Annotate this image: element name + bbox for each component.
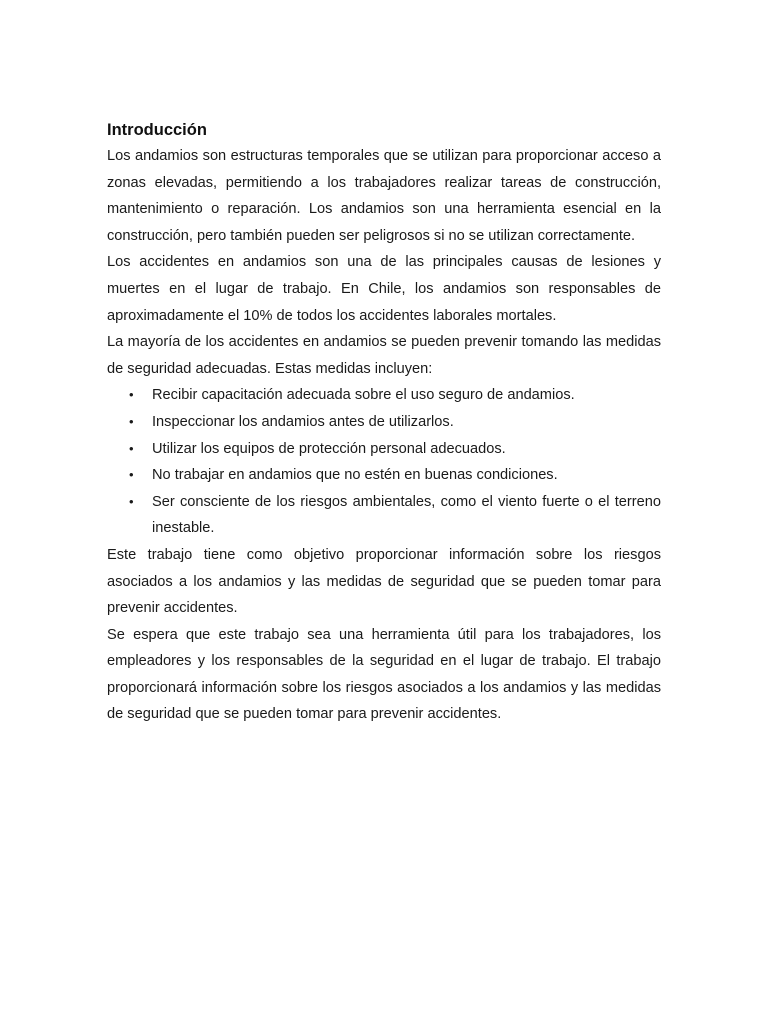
list-item-text: Ser consciente de los riesgos ambientales, como el viento fuerte o el terreno inestable. — [152, 493, 661, 537]
bullet-icon: • — [129, 413, 134, 429]
list-item-text: Recibir capacitación adecuada sobre el uso seguro de andamios. — [152, 387, 575, 404]
document-body — [107, 117, 661, 728]
intro-paragraph-2: Los accidentes en andamios son una de las principales causas de lesiones y muertes en el lugar de trabajo. En Chile, los andamios son responsables de aproximadamente el 10% de todos los accidentes laborales mortales. — [107, 254, 661, 324]
bullet-icon: • — [129, 440, 134, 456]
bullet-icon: • — [129, 467, 134, 483]
intro-paragraph-1: Los andamios son estructuras temporales que se utilizan para proporcionar acceso a zonas elevadas, permitiendo a los trabajadores realizar tareas de construcción, mantenimiento o reparación. Los andamios son una herramienta esencial en la construcción, pero también pueden ser peligrosos si no se utilizan correctamente. — [107, 148, 661, 244]
list-item — [107, 382, 661, 409]
list-item — [107, 489, 661, 542]
intro-paragraph-3: La mayoría de los accidentes en andamios se pueden prevenir tomando las medidas de seguridad adecuadas. Estas medidas incluyen: — [107, 334, 661, 377]
list-item-text: Utilizar los equipos de protección personal adecuados. — [152, 440, 506, 457]
safety-measures-list — [107, 382, 661, 542]
bullet-icon: • — [129, 493, 134, 509]
bullet-icon: • — [129, 387, 134, 403]
list-item — [107, 409, 661, 436]
closing-paragraph-2: Se espera que este trabajo sea una herramienta útil para los trabajadores, los empleadores y los responsables de la seguridad en el lugar de trabajo. El trabajo proporcionará información sobre los riesgos asociados a los andamios y las medidas de seguridad que se pueden tomar para prevenir accidentes. — [107, 626, 661, 723]
closing-paragraph-1: Este trabajo tiene como objetivo proporcionar información sobre los riesgos asociados a los andamios y las medidas de seguridad que se pueden tomar para prevenir accidentes. — [107, 546, 661, 617]
list-item-text: No trabajar en andamios que no estén en buenas condiciones. — [152, 467, 558, 484]
page-title: Introducción — [107, 121, 207, 139]
list-item — [107, 462, 661, 489]
list-item-text: Inspeccionar los andamios antes de utilizarlos. — [152, 413, 454, 430]
list-item — [107, 436, 661, 463]
